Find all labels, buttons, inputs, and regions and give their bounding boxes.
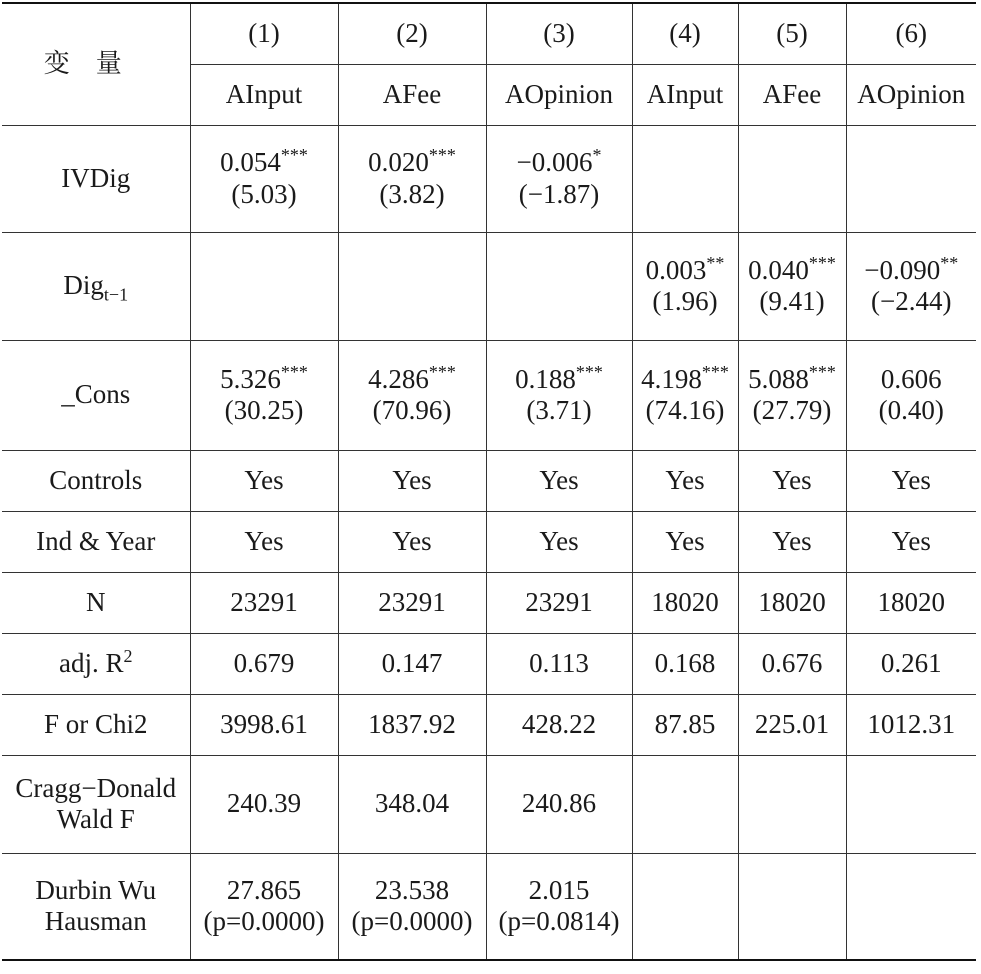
empty-cell bbox=[846, 853, 976, 960]
value-cell: 0.679 bbox=[190, 633, 338, 694]
col-depvar-1: AInput bbox=[190, 64, 338, 125]
value-cell: 225.01 bbox=[738, 694, 846, 755]
value-cell: Yes bbox=[190, 450, 338, 511]
value-cell: 0.676 bbox=[738, 633, 846, 694]
empty-cell bbox=[846, 125, 976, 232]
row-cragg-donald bbox=[2, 755, 976, 853]
coef-cell: 4.198*** (74.16) bbox=[632, 340, 738, 450]
value-cell: 0.113 bbox=[486, 633, 632, 694]
value-cell: Yes bbox=[338, 450, 486, 511]
col-number-3: (3) bbox=[486, 3, 632, 64]
stat-cell: 2.015 (p=0.0814) bbox=[486, 853, 632, 960]
row-label-cons: _Cons bbox=[2, 340, 190, 450]
row-controls bbox=[2, 450, 976, 511]
col-depvar-3: AOpinion bbox=[486, 64, 632, 125]
empty-cell bbox=[486, 232, 632, 340]
stat-cell: 27.865 (p=0.0000) bbox=[190, 853, 338, 960]
row-ivdig bbox=[2, 125, 976, 232]
empty-cell bbox=[846, 755, 976, 853]
variable-header: 变量 bbox=[2, 3, 190, 125]
coef-cell: 0.003** (1.96) bbox=[632, 232, 738, 340]
empty-cell bbox=[338, 232, 486, 340]
value-cell: 0.168 bbox=[632, 633, 738, 694]
col-depvar-4: AInput bbox=[632, 64, 738, 125]
col-depvar-5: AFee bbox=[738, 64, 846, 125]
col-number-5: (5) bbox=[738, 3, 846, 64]
row-label-ivdig: IVDig bbox=[2, 125, 190, 232]
value-cell: Yes bbox=[738, 450, 846, 511]
empty-cell bbox=[632, 755, 738, 853]
coef-cell: 0.606 (0.40) bbox=[846, 340, 976, 450]
row-label-dig-lag: Dig$_{t-1}$ bbox=[2, 232, 190, 340]
coef-cell: −0.090** (−2.44) bbox=[846, 232, 976, 340]
value-cell: 240.39 bbox=[190, 755, 338, 853]
col-number-2: (2) bbox=[338, 3, 486, 64]
row-ind-year bbox=[2, 511, 976, 572]
value-cell: 23291 bbox=[190, 572, 338, 633]
row-durbin-wu-hausman bbox=[2, 853, 976, 960]
regression-table bbox=[2, 2, 976, 961]
coef-cell: −0.006* (−1.87) bbox=[486, 125, 632, 232]
empty-cell bbox=[738, 755, 846, 853]
value-cell: Yes bbox=[190, 511, 338, 572]
value-cell: 1837.92 bbox=[338, 694, 486, 755]
value-cell: 23291 bbox=[486, 572, 632, 633]
row-label-controls: Controls bbox=[2, 450, 190, 511]
empty-cell bbox=[738, 853, 846, 960]
row-label-dwh: Durbin Wu Hausman bbox=[2, 853, 190, 960]
coef-cell: 5.088*** (27.79) bbox=[738, 340, 846, 450]
value-cell: Yes bbox=[846, 511, 976, 572]
coef-cell: 0.054*** (5.03) bbox=[190, 125, 338, 232]
row-label-adj-r2: adj. $R^2$ bbox=[2, 633, 190, 694]
row-label-n: N bbox=[2, 572, 190, 633]
row-dig-lag bbox=[2, 232, 976, 340]
empty-cell bbox=[632, 125, 738, 232]
col-number-1: (1) bbox=[190, 3, 338, 64]
header-row-numbers bbox=[2, 3, 976, 64]
row-label-cragg-donald: Cragg−Donald Wald F bbox=[2, 755, 190, 853]
row-n bbox=[2, 572, 976, 633]
col-depvar-6: AOpinion bbox=[846, 64, 976, 125]
value-cell: 0.147 bbox=[338, 633, 486, 694]
row-label-f-chi2: F or Chi2 bbox=[2, 694, 190, 755]
value-cell: 348.04 bbox=[338, 755, 486, 853]
value-cell: 3998.61 bbox=[190, 694, 338, 755]
empty-cell bbox=[738, 125, 846, 232]
empty-cell bbox=[632, 853, 738, 960]
value-cell: Yes bbox=[846, 450, 976, 511]
coef-cell: 5.326*** (30.25) bbox=[190, 340, 338, 450]
coef-cell: 0.188*** (3.71) bbox=[486, 340, 632, 450]
value-cell: Yes bbox=[486, 450, 632, 511]
value-cell: 23291 bbox=[338, 572, 486, 633]
coef-cell: 4.286*** (70.96) bbox=[338, 340, 486, 450]
row-cons bbox=[2, 340, 976, 450]
empty-cell bbox=[190, 232, 338, 340]
col-depvar-2: AFee bbox=[338, 64, 486, 125]
value-cell: 240.86 bbox=[486, 755, 632, 853]
row-f-chi2 bbox=[2, 694, 976, 755]
value-cell: 0.261 bbox=[846, 633, 976, 694]
row-label-ind-year: Ind & Year bbox=[2, 511, 190, 572]
value-cell: Yes bbox=[632, 511, 738, 572]
row-adj-r2 bbox=[2, 633, 976, 694]
value-cell: 1012.31 bbox=[846, 694, 976, 755]
value-cell: 18020 bbox=[632, 572, 738, 633]
stat-cell: 23.538 (p=0.0000) bbox=[338, 853, 486, 960]
coef-cell: 0.020*** (3.82) bbox=[338, 125, 486, 232]
col-number-4: (4) bbox=[632, 3, 738, 64]
value-cell: Yes bbox=[632, 450, 738, 511]
value-cell: Yes bbox=[738, 511, 846, 572]
col-number-6: (6) bbox=[846, 3, 976, 64]
coef-cell: 0.040*** (9.41) bbox=[738, 232, 846, 340]
value-cell: Yes bbox=[338, 511, 486, 572]
value-cell: 18020 bbox=[738, 572, 846, 633]
value-cell: 428.22 bbox=[486, 694, 632, 755]
value-cell: 18020 bbox=[846, 572, 976, 633]
value-cell: 87.85 bbox=[632, 694, 738, 755]
value-cell: Yes bbox=[486, 511, 632, 572]
